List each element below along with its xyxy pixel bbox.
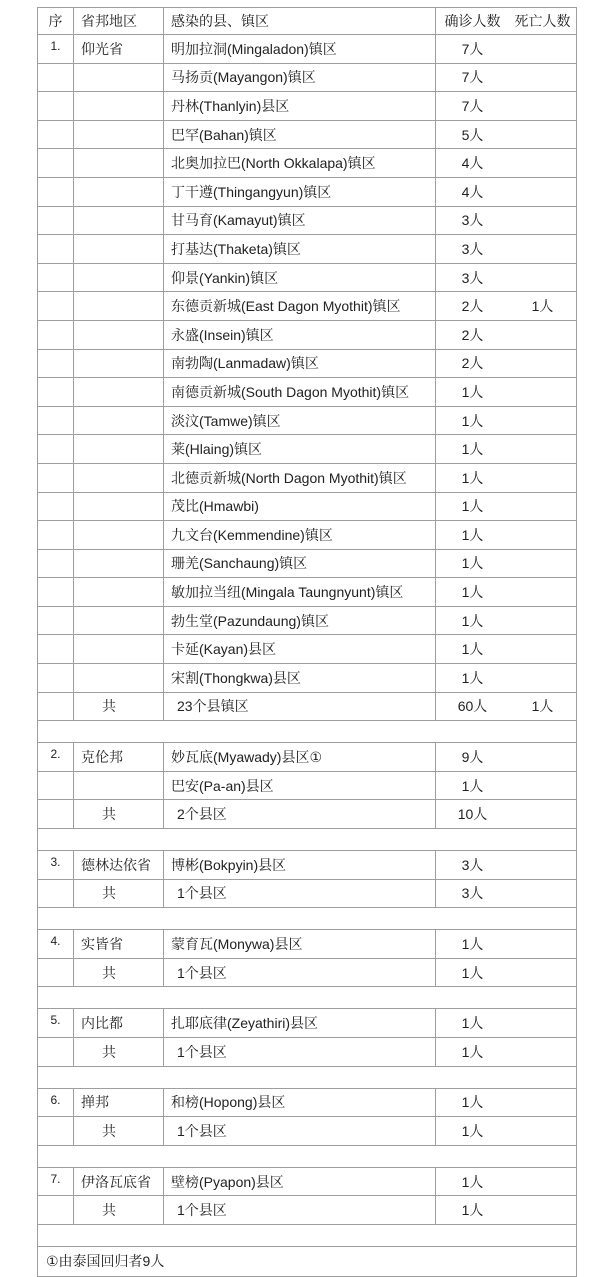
region-cell <box>74 149 164 177</box>
counts-cell <box>436 1117 576 1145</box>
table-row <box>38 550 576 579</box>
table-row <box>38 321 576 350</box>
confirmed-count: 1人 <box>461 1015 484 1032</box>
footnote-text: ①由泰国回归者9人 <box>46 1253 165 1270</box>
confirmed-count: 1人 <box>461 777 484 794</box>
counts-cell <box>436 930 576 958</box>
counts-cell <box>436 635 576 663</box>
region-cell: 伊洛瓦底省 <box>74 1168 164 1196</box>
table-row <box>38 378 576 407</box>
township-cell: 明加拉洞(Mingaladon)镇区 <box>164 35 436 63</box>
seq-cell: 3. <box>38 851 74 879</box>
table-row <box>38 1089 576 1118</box>
confirmed-count: 2人 <box>461 326 484 343</box>
township-cell: 博彬(Bokpyin)县区 <box>164 851 436 879</box>
confirmed-count: 1人 <box>461 584 484 601</box>
counts-cell <box>436 292 576 320</box>
region-cell <box>74 92 164 120</box>
table-row <box>38 1117 576 1146</box>
township-cell: 九文台(Kemmendine)镇区 <box>164 521 436 549</box>
region-cell: 内比都 <box>74 1009 164 1037</box>
counts-cell <box>436 521 576 549</box>
township-cell: 东德贡新城(East Dagon Myothit)镇区 <box>164 292 436 320</box>
counts-cell <box>436 493 576 521</box>
region-cell <box>74 235 164 263</box>
table-row <box>38 800 576 829</box>
region-cell: 共 <box>74 1117 164 1145</box>
header-confirmed: 确诊人数 <box>444 13 501 29</box>
header-counts <box>436 8 576 34</box>
counts-cell <box>436 207 576 235</box>
seq-cell <box>38 772 74 800</box>
seq-cell <box>38 407 74 435</box>
confirmed-count: 1人 <box>461 498 484 515</box>
region-cell <box>74 578 164 606</box>
section-spacer <box>38 987 576 1009</box>
counts-cell <box>436 264 576 292</box>
township-cell: 1个县区 <box>164 1117 436 1145</box>
township-cell: 2个县区 <box>164 800 436 828</box>
table-row <box>38 880 576 909</box>
seq-cell <box>38 64 74 92</box>
region-cell <box>74 493 164 521</box>
region-cell: 共 <box>74 880 164 908</box>
seq-cell <box>38 493 74 521</box>
seq-cell <box>38 121 74 149</box>
township-cell: 和榜(Hopong)县区 <box>164 1089 436 1117</box>
township-cell: 23个县镇区 <box>164 693 436 721</box>
section-spacer <box>38 1067 576 1089</box>
confirmed-count: 1人 <box>461 383 484 400</box>
counts-cell <box>436 880 576 908</box>
region-cell <box>74 521 164 549</box>
confirmed-count: 3人 <box>461 856 484 873</box>
table-row <box>38 743 576 772</box>
region-cell <box>74 207 164 235</box>
township-cell: 丁干遵(Thingangyun)镇区 <box>164 178 436 206</box>
seq-cell <box>38 521 74 549</box>
counts-cell <box>436 851 576 879</box>
table-row <box>38 851 576 880</box>
township-cell: 扎耶底律(Zeyathiri)县区 <box>164 1009 436 1037</box>
confirmed-count: 60人 <box>457 698 488 715</box>
table-row <box>38 92 576 121</box>
confirmed-count: 1人 <box>461 555 484 572</box>
confirmed-count: 4人 <box>461 155 484 172</box>
counts-cell <box>436 235 576 263</box>
confirmed-count: 7人 <box>461 40 484 57</box>
table-row <box>38 1009 576 1038</box>
confirmed-count: 1人 <box>461 612 484 629</box>
confirmed-count: 1人 <box>461 412 484 429</box>
table-row <box>38 149 576 178</box>
seq-cell <box>38 550 74 578</box>
header-township: 感染的县、镇区 <box>164 8 436 34</box>
township-cell: 巴安(Pa-an)县区 <box>164 772 436 800</box>
seq-cell <box>38 1117 74 1145</box>
seq-cell: 2. <box>38 743 74 771</box>
seq-cell <box>38 959 74 987</box>
confirmed-count: 2人 <box>461 355 484 372</box>
confirmed-count: 1人 <box>461 469 484 486</box>
confirmed-count: 1人 <box>461 964 484 981</box>
township-cell: 敏加拉当纽(Mingala Taungnyunt)镇区 <box>164 578 436 606</box>
township-cell: 蒙育瓦(Monywa)县区 <box>164 930 436 958</box>
counts-cell <box>436 550 576 578</box>
seq-cell <box>38 178 74 206</box>
seq-cell <box>38 321 74 349</box>
table-row <box>38 435 576 464</box>
confirmed-count: 2人 <box>461 298 484 315</box>
table-row <box>38 664 576 693</box>
township-cell: 马扬贡(Mayangon)镇区 <box>164 64 436 92</box>
confirmed-count: 3人 <box>461 212 484 229</box>
township-cell: 妙瓦底(Myawady)县区① <box>164 743 436 771</box>
seq-cell <box>38 207 74 235</box>
seq-cell <box>38 664 74 692</box>
section-spacer <box>38 908 576 930</box>
table-row <box>38 178 576 207</box>
table-row <box>38 235 576 264</box>
counts-cell <box>436 92 576 120</box>
region-cell <box>74 635 164 663</box>
confirmed-count: 1人 <box>461 641 484 658</box>
table-row <box>38 1038 576 1067</box>
seq-cell <box>38 693 74 721</box>
township-cell: 甘马育(Kamayut)镇区 <box>164 207 436 235</box>
seq-cell <box>38 264 74 292</box>
counts-cell <box>436 607 576 635</box>
counts-cell <box>436 1038 576 1066</box>
region-cell: 共 <box>74 800 164 828</box>
region-cell <box>74 664 164 692</box>
confirmed-count: 9人 <box>461 749 484 766</box>
table-row <box>38 407 576 436</box>
counts-cell <box>436 1089 576 1117</box>
table-row <box>38 772 576 801</box>
region-cell <box>74 64 164 92</box>
township-cell: 茂比(Hmawbi) <box>164 493 436 521</box>
counts-cell <box>436 1168 576 1196</box>
table-row <box>38 959 576 988</box>
township-cell: 南勃陶(Lanmadaw)镇区 <box>164 350 436 378</box>
confirmed-count: 10人 <box>457 806 488 823</box>
counts-cell <box>436 772 576 800</box>
region-cell <box>74 435 164 463</box>
header-deaths: 死亡人数 <box>514 13 571 29</box>
footnote-row <box>38 1247 576 1276</box>
section-spacer <box>38 1225 576 1247</box>
seq-cell <box>38 607 74 635</box>
confirmed-count: 7人 <box>461 69 484 86</box>
counts-cell <box>436 121 576 149</box>
township-cell: 仰景(Yankin)镇区 <box>164 264 436 292</box>
seq-cell <box>38 880 74 908</box>
confirmed-count: 1人 <box>461 526 484 543</box>
counts-cell <box>436 378 576 406</box>
table-row <box>38 1168 576 1197</box>
township-cell: 珊羌(Sanchaung)镇区 <box>164 550 436 578</box>
seq-cell <box>38 235 74 263</box>
township-cell: 丹林(Thanlyin)县区 <box>164 92 436 120</box>
region-cell <box>74 378 164 406</box>
table-row <box>38 350 576 379</box>
confirmed-count: 3人 <box>461 269 484 286</box>
confirmed-count: 3人 <box>461 885 484 902</box>
township-cell: 勃生堂(Pazundaung)镇区 <box>164 607 436 635</box>
counts-cell <box>436 435 576 463</box>
table-row <box>38 493 576 522</box>
township-cell: 壁榜(Pyapon)县区 <box>164 1168 436 1196</box>
region-cell: 共 <box>74 693 164 721</box>
seq-cell <box>38 378 74 406</box>
table-row <box>38 121 576 150</box>
table-row <box>38 930 576 959</box>
table-row <box>38 693 576 722</box>
counts-cell <box>436 149 576 177</box>
region-cell <box>74 772 164 800</box>
table-row <box>38 521 576 550</box>
seq-cell: 5. <box>38 1009 74 1037</box>
counts-cell <box>436 321 576 349</box>
region-cell <box>74 350 164 378</box>
infection-statistics-table <box>37 7 577 1277</box>
counts-cell <box>436 64 576 92</box>
confirmed-count: 1人 <box>461 1094 484 1111</box>
table-row <box>38 1196 576 1225</box>
seq-cell <box>38 1038 74 1066</box>
deaths-count: 1人 <box>531 698 554 715</box>
counts-cell <box>436 693 576 721</box>
township-cell: 淡汶(Tamwe)镇区 <box>164 407 436 435</box>
confirmed-count: 1人 <box>461 1122 484 1139</box>
table-row <box>38 64 576 93</box>
confirmed-count: 5人 <box>461 126 484 143</box>
region-cell <box>74 292 164 320</box>
township-cell: 1个县区 <box>164 1196 436 1224</box>
confirmed-count: 1人 <box>461 669 484 686</box>
confirmed-count: 3人 <box>461 240 484 257</box>
township-cell: 宋割(Thongkwa)县区 <box>164 664 436 692</box>
table-row <box>38 35 576 64</box>
region-cell <box>74 407 164 435</box>
region-cell <box>74 607 164 635</box>
township-cell: 北奥加拉巴(North Okkalapa)镇区 <box>164 149 436 177</box>
region-cell: 共 <box>74 1038 164 1066</box>
seq-cell <box>38 464 74 492</box>
region-cell: 德林达依省 <box>74 851 164 879</box>
seq-cell <box>38 92 74 120</box>
seq-cell: 4. <box>38 930 74 958</box>
confirmed-count: 1人 <box>461 936 484 953</box>
township-cell: 南德贡新城(South Dagon Myothit)镇区 <box>164 378 436 406</box>
table-header-row <box>38 8 576 35</box>
section-spacer <box>38 829 576 851</box>
counts-cell <box>436 407 576 435</box>
table-row <box>38 464 576 493</box>
confirmed-count: 1人 <box>461 441 484 458</box>
township-cell: 莱(Hlaing)镇区 <box>164 435 436 463</box>
section-spacer <box>38 1146 576 1168</box>
seq-cell <box>38 635 74 663</box>
counts-cell <box>436 350 576 378</box>
table-row <box>38 578 576 607</box>
seq-cell: 6. <box>38 1089 74 1117</box>
counts-cell <box>436 664 576 692</box>
section-spacer <box>38 721 576 743</box>
seq-cell: 7. <box>38 1168 74 1196</box>
table-row <box>38 264 576 293</box>
counts-cell <box>436 578 576 606</box>
confirmed-count: 1人 <box>461 1173 484 1190</box>
region-cell <box>74 464 164 492</box>
region-cell <box>74 321 164 349</box>
seq-cell <box>38 350 74 378</box>
table-row <box>38 207 576 236</box>
township-cell: 巴罕(Bahan)镇区 <box>164 121 436 149</box>
township-cell: 1个县区 <box>164 880 436 908</box>
seq-cell <box>38 800 74 828</box>
township-cell: 1个县区 <box>164 1038 436 1066</box>
counts-cell <box>436 464 576 492</box>
seq-cell <box>38 292 74 320</box>
township-cell: 打基达(Thaketa)镇区 <box>164 235 436 263</box>
table-row <box>38 607 576 636</box>
seq-cell <box>38 578 74 606</box>
confirmed-count: 4人 <box>461 183 484 200</box>
region-cell: 共 <box>74 959 164 987</box>
confirmed-count: 1人 <box>461 1202 484 1219</box>
counts-cell <box>436 1196 576 1224</box>
counts-cell <box>436 743 576 771</box>
region-cell: 掸邦 <box>74 1089 164 1117</box>
table-row <box>38 635 576 664</box>
counts-cell <box>436 800 576 828</box>
header-seq: 序 <box>38 8 74 34</box>
seq-cell <box>38 1196 74 1224</box>
region-cell <box>74 550 164 578</box>
region-cell: 克伦邦 <box>74 743 164 771</box>
township-cell: 卡延(Kayan)县区 <box>164 635 436 663</box>
counts-cell <box>436 35 576 63</box>
table-row <box>38 292 576 321</box>
deaths-count: 1人 <box>531 298 554 315</box>
region-cell <box>74 264 164 292</box>
region-cell: 共 <box>74 1196 164 1224</box>
confirmed-count: 7人 <box>461 97 484 114</box>
seq-cell <box>38 435 74 463</box>
township-cell: 北德贡新城(North Dagon Myothit)镇区 <box>164 464 436 492</box>
region-cell <box>74 178 164 206</box>
township-cell: 1个县区 <box>164 959 436 987</box>
header-region: 省邦地区 <box>74 8 164 34</box>
seq-cell <box>38 149 74 177</box>
counts-cell <box>436 178 576 206</box>
counts-cell <box>436 1009 576 1037</box>
region-cell: 仰光省 <box>74 35 164 63</box>
counts-cell <box>436 959 576 987</box>
region-cell: 实皆省 <box>74 930 164 958</box>
seq-cell: 1. <box>38 35 74 63</box>
township-cell: 永盛(Insein)镇区 <box>164 321 436 349</box>
confirmed-count: 1人 <box>461 1043 484 1060</box>
region-cell <box>74 121 164 149</box>
